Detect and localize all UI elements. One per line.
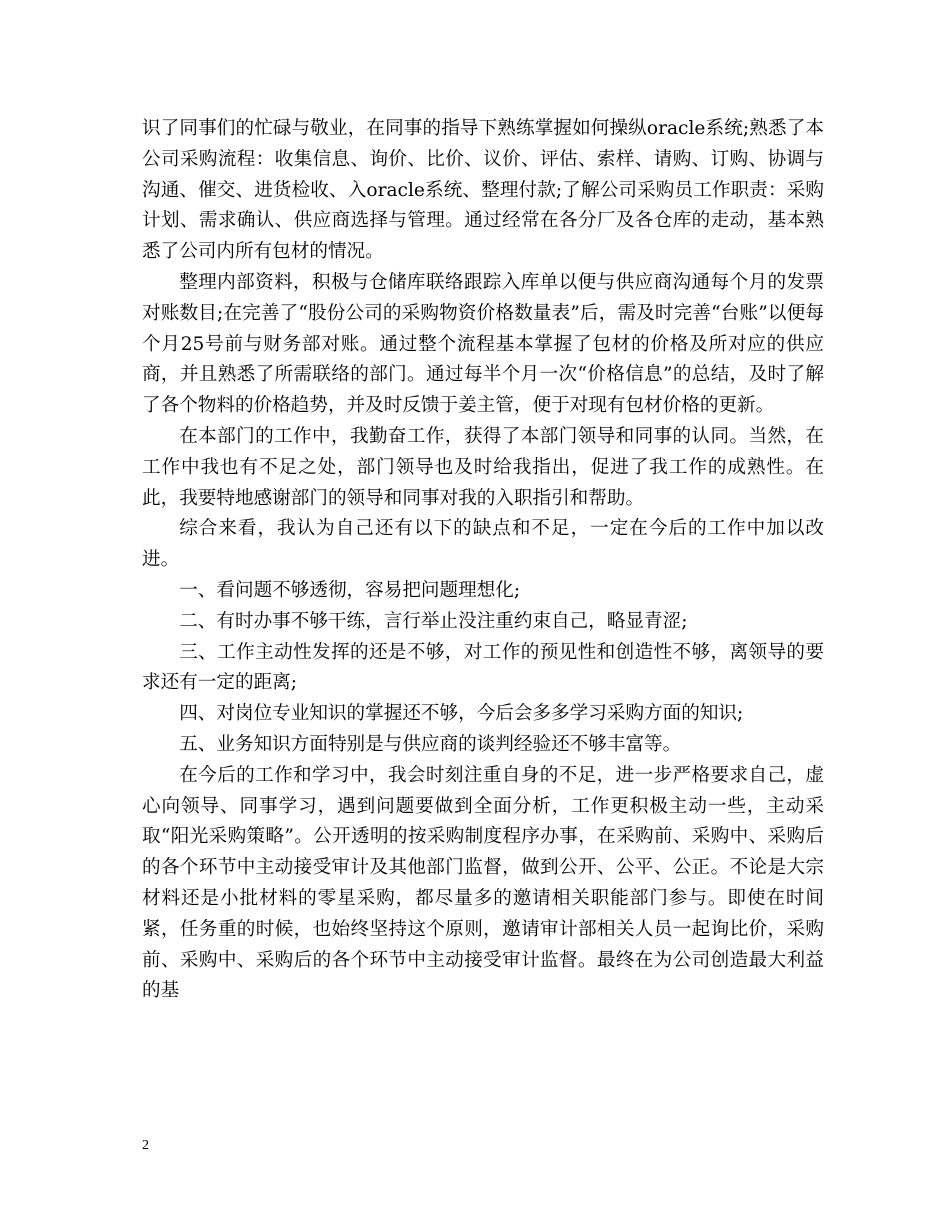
paragraph: 综合来看，我认为自己还有以下的缺点和不足，一定在今后的工作中加以改进。 [142,518,824,571]
paragraph: 在本部门的工作中，我勤奋工作，获得了本部门领导和同事的认同。当然，在工作中我也有不足之处，部门领导也及时给我指出，促进了我工作的成熟性。在此，我要特地感谢部门的领导和同事对我的入职指引和帮助。 [142,425,824,509]
list-item: 一、看问题不够透彻，容易把问题理想化; [179,579,521,601]
paragraph: 在今后的工作和学习中，我会时刻注重自身的不足，进一步严格要求自己，虚心向领导、同事学习，遇到问题要做到全面分析，工作更积极主动一些，主动采取“阳光采购策略”。公开透明的按采购制度程序办事，在采购前、采购中、采购后的各个环节中主动接受审计及其他部门监督，做到公开、公平、公正。不论是大宗材料还是小批材料的零星采购，都尽量多的邀请相关职能部门参与。即使在时间紧，任务重的时候，也始终坚持这个原则，邀请审计部相关人员一起询比价，采购前、采购中、采购后的各个环节中主动接受审计监督。最终在为公司创造最大利益的基 [142,764,824,1002]
document-body [142,114,824,1007]
list-item: 五、业务知识方面特别是与供应商的谈判经验还不够丰富等。 [179,733,682,755]
list-item: 三、工作主动性发挥的还是不够，对工作的预见性和创造性不够，离领导的要求还有一定的距离; [142,641,824,694]
list-item: 四、对岗位专业知识的掌握还不够，今后会多多学习采购方面的知识; [179,703,744,725]
page-number: 2 [142,1138,149,1153]
paragraph: 识了同事们的忙碌与敬业，在同事的指导下熟练掌握如何操纵oracle系统;熟悉了本公司采购流程：收集信息、询价、比价、议价、评估、索样、请购、订购、协调与沟通、催交、进货检收、入oracle系统、整理付款;了解公司采购员工作职责：采购计划、需求确认、供应商选择与管理。通过经常在各分厂及各仓库的走动，基本熟悉了公司内所有包材的情况。 [142,118,824,263]
list-item: 二、有时办事不够干练，言行举止没注重约束自己，略显青涩; [179,610,688,632]
paragraph: 整理内部资料，积极与仓储库联络跟踪入库单以便与供应商沟通每个月的发票对账数目;在完善了“股份公司的采购物资价格数量表”后，需及时完善“台账”以便每个月25号前与财务部对账。通过整个流程基本掌握了包材的价格及所对应的供应商，并且熟悉了所需联络的部门。通过每半个月一次“价格信息”的总结，及时了解了各个物料的价格趋势，并及时反馈于姜主管，便于对现有包材价格的更新。 [142,271,824,417]
